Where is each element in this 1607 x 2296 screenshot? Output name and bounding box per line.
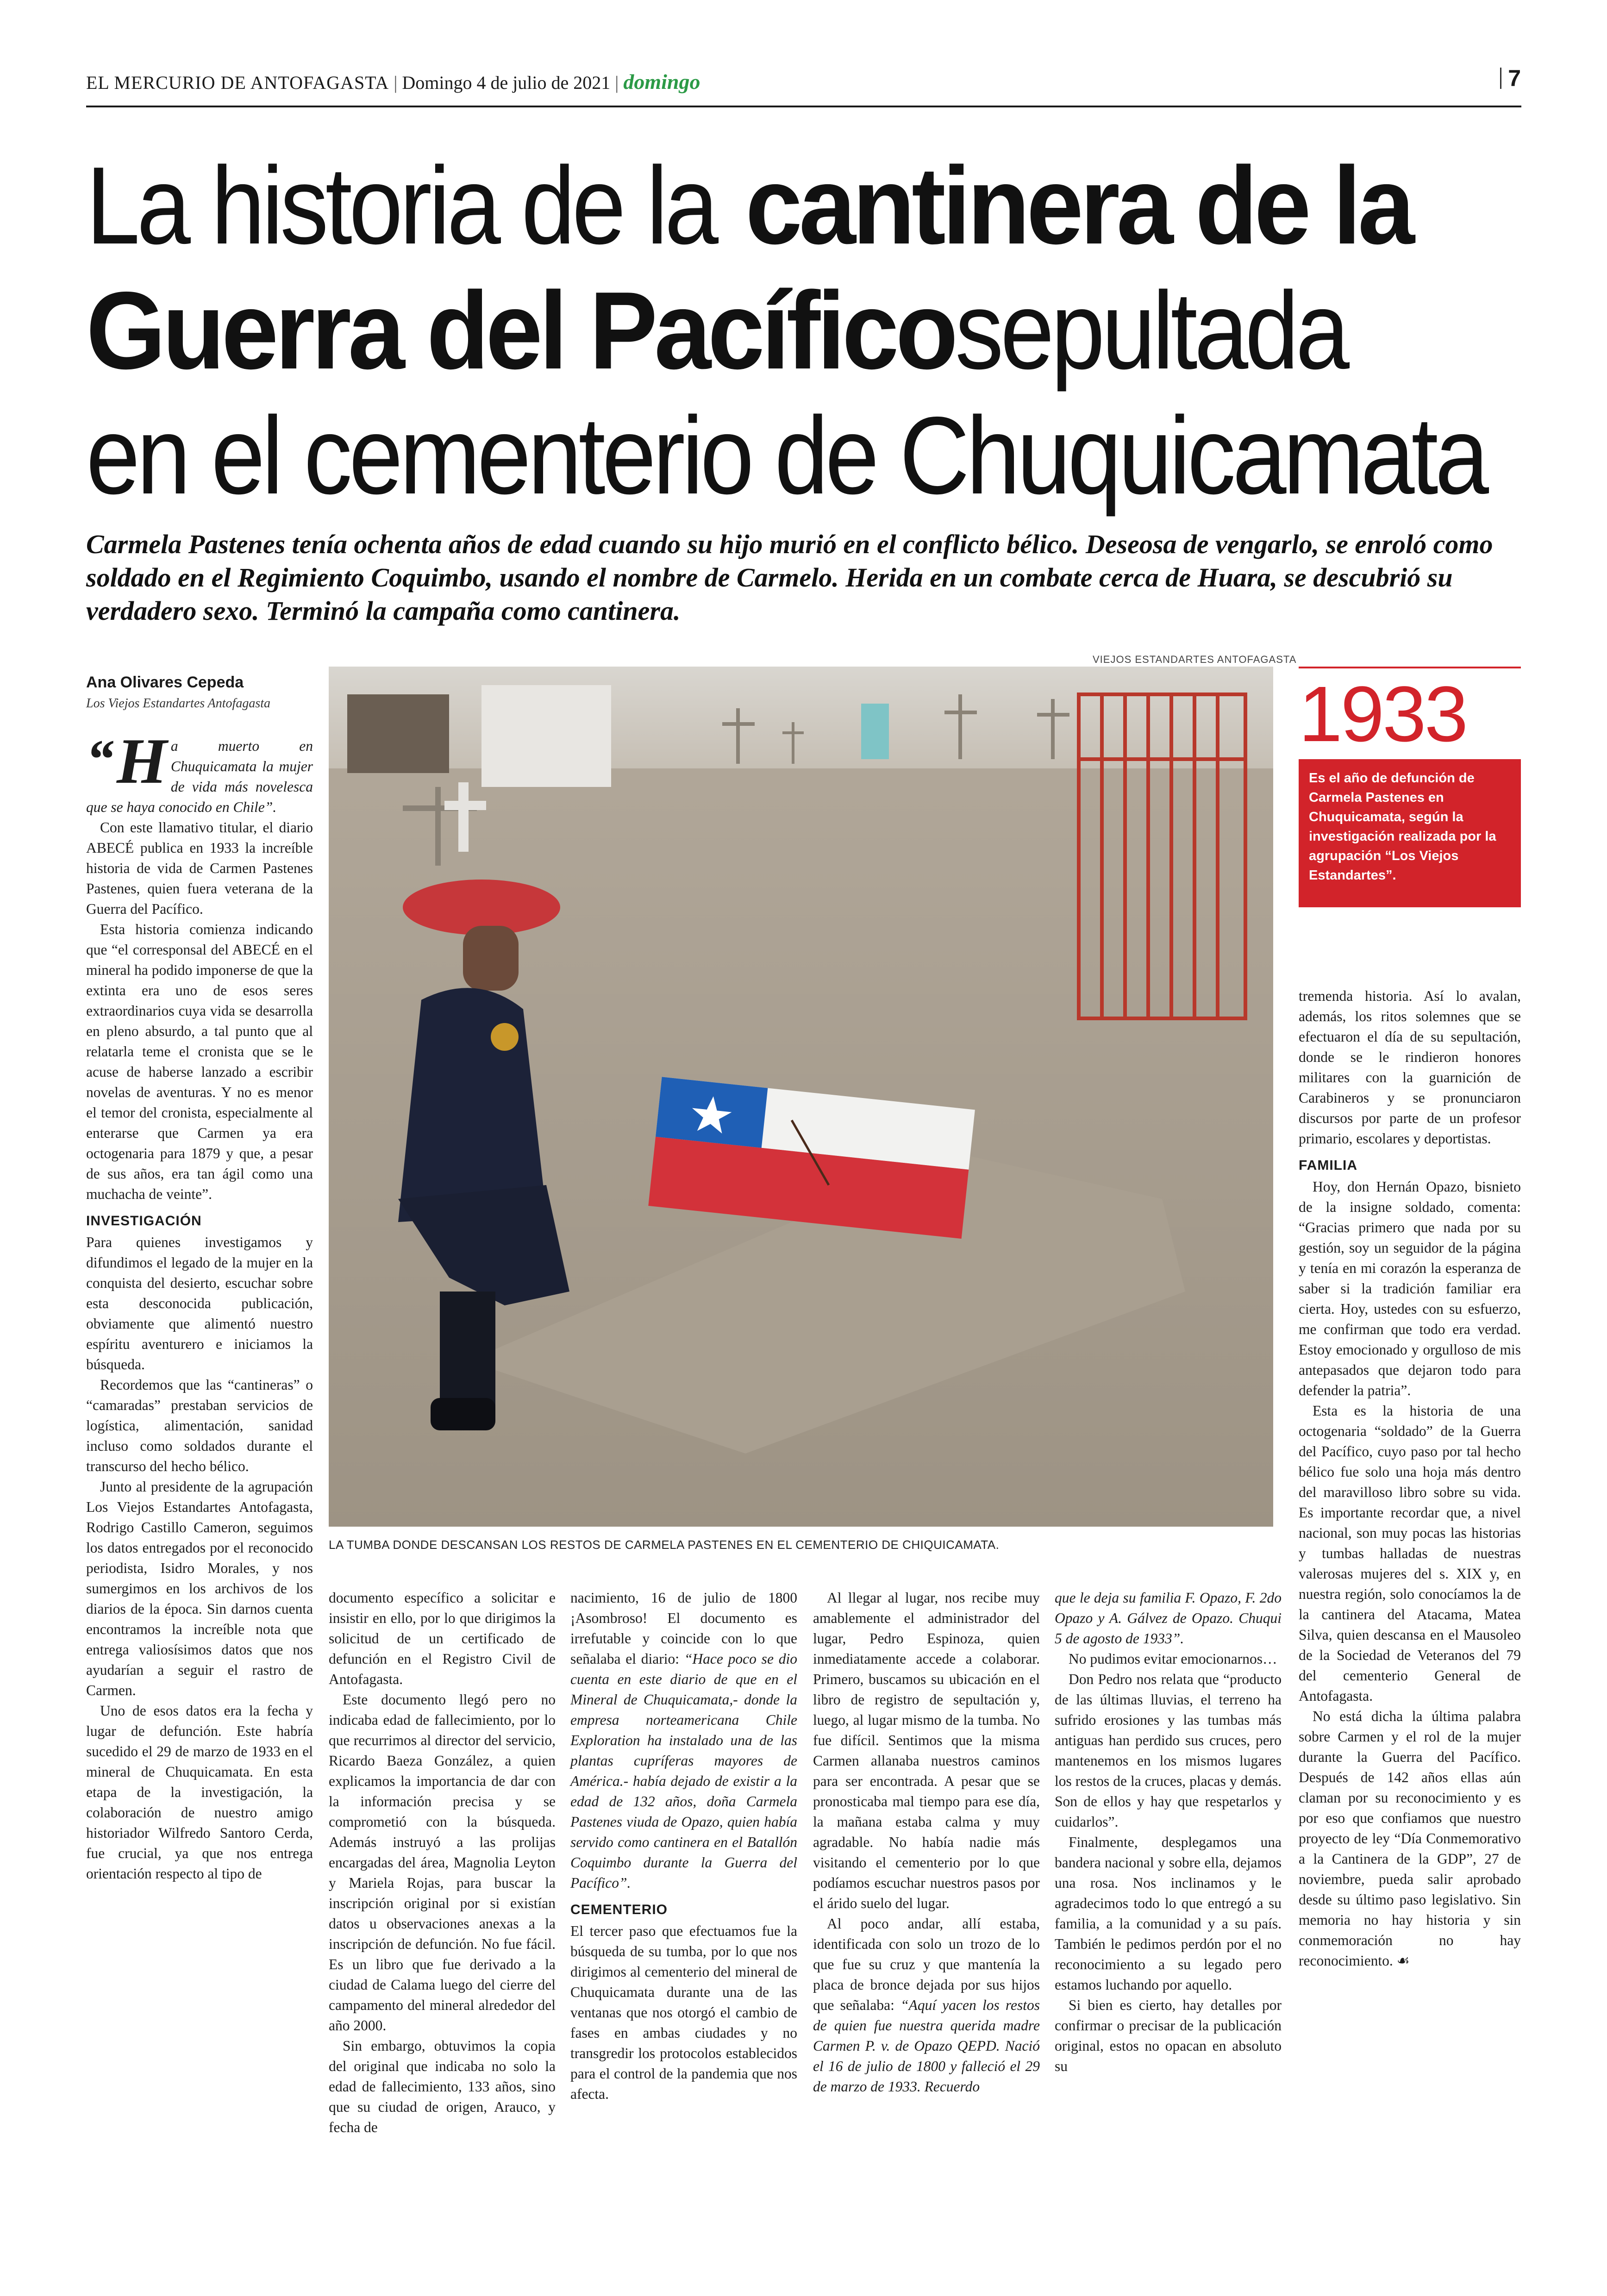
text-run: Al poco andar, allí estaba, identificada con solo un trozo de lo que fue su cruz y que mantenía la placa de bronce dejada por sus hijos que señalaba: <box>813 1915 1040 2013</box>
headline-light-2: sepultada <box>955 269 1347 392</box>
column-4 <box>813 1588 1040 2097</box>
paragraph: Finalmente, desplegamos una bandera nacional y sobre ella, dejamos una rosa. Nos inclinamos y le agradecimos todo lo que entregó a su familia, a la comunidad y a su país. También le pedimos perdón por el no reconocimiento a su legado pero estamos luchando por aquello. <box>1055 1834 1282 1993</box>
headline-light-1: La historia de la <box>86 144 715 267</box>
paragraph: tremenda historia. Así lo avalan, además, los ritos solemnes que se efectuaron el día de su sepultación, donde se le rindieron honores militares con la guarnición de Carabineros y se pronunciaron discursos por parte de un profesor primario, escolares y deportistas. <box>1299 988 1521 1147</box>
fact-box <box>1299 667 1521 907</box>
end-mark-icon: ☙ <box>1396 1953 1410 1969</box>
headline-line-3 <box>86 393 1535 518</box>
paragraph: Uno de esos datos era la fecha y lugar de defunción. Este habría sucedido el 29 de marzo de 1933 en el mineral de Chuquicamata. En esta etapa de la investigación, la colaboración de nuestro amigo historiador Wilfredo Santoro Cerda, fue crucial, ya que nos entrega orientación respecto al tipo de <box>86 1703 313 1882</box>
header-separator: | <box>394 72 398 93</box>
paragraph <box>570 1588 797 1893</box>
paragraph: Don Pedro nos relata que “producto de las últimas lluvias, el terreno ha sufrido erosiones y las tumbas más antiguas han perdido sus cruces, pero mantenemos en los mismos lugares los restos de la cruces, placas y demás. Son de ellos y hay que respetarlos y cuidarlos”. <box>1055 1671 1282 1830</box>
byline <box>86 674 327 711</box>
headline-bold-1: cantinera de la <box>745 144 1412 267</box>
column-3 <box>570 1588 797 2104</box>
column-6 <box>1299 986 1521 1971</box>
paragraph: documento específico a solicitar e insistir en ello, por lo que dirigimos la solicitud de un certificado de defunción en el Registro Civil de Antofagasta. <box>329 1590 556 1687</box>
subheading-familia: FAMILIA <box>1299 1158 1357 1173</box>
paragraph: que le deja su familia F. Opazo, F. 2do Opazo y A. Gálvez de Opazo. Chuqui 5 de agosto de 1933”. <box>1055 1590 1282 1647</box>
column-2 <box>329 1588 556 2138</box>
column-1-top <box>86 725 313 1884</box>
photo-caption: LA TUMBA DONDE DESCANSAN LOS RESTOS DE CARMELA PASTENES EN EL CEMENTERIO DE CHIQUICAMATA. <box>329 1538 1000 1552</box>
paragraph: Esta historia comienza indicando que “el corresponsal del ABECÉ en el mineral ha podido imponerse de que la extinta era uno de esos seres extraordinarios cuya vida se desarrolla en pleno absurdo, a tal punto que al relatarla teme el cronista que se le acuse de haberse lanzado a escribir novelas de aventuras. Y no es menor el temor del cronista, especialmente al enterarse que Carmen ya era octogenaria para 1879 y que, a pesar de sus años, era tan ágil como una muchacha de veinte”. <box>86 921 313 1202</box>
page-number: 7 <box>1500 65 1521 92</box>
author-organization: Los Viejos Estandartes Antofagasta <box>86 696 270 711</box>
paragraph <box>813 1914 1040 2097</box>
headline <box>86 144 1535 518</box>
headline-line-2 <box>86 268 1535 393</box>
lead-paragraph: Carmela Pastenes tenía ochenta años de edad cuando su hijo murió en el conflicto bélico. Deseosa de vengarlo, se enroló como soldado en el Regimiento Coquimbo, usando el nombre de Carmelo. Herida en un combate cerca de Huara, se descubrió su verdadero sexo. Terminó la campaña como cantinera. <box>86 529 1493 626</box>
opening-quote <box>86 725 313 817</box>
headline-line-1 <box>86 144 1535 268</box>
newspaper-name: EL MERCURIO DE ANTOFAGASTA <box>86 72 389 93</box>
text-run: No está dicha la última palabra sobre Carmen y el rol de la mujer durante la Guerra del Pacífico. Después de 142 años ellas aún claman por su reconocimiento y es por eso que confiamos que nuestro proyecto de ley “Día Conmemorativo a la Cantinera de la GDP”, 27 de noviembre, pueda salir aprobado desde su último paso legislativo. Sin memoria no hay historia y sin conmemoración no hay reconocimiento. <box>1299 1708 1521 1969</box>
paragraph: Junto al presidente de la agrupación Los Viejos Estandartes Antofagasta, Rodrigo Castillo Cameron, seguimos los datos entregados por el reconocido periodista, Isidro Morales, y nos sumergimos en los archivos de los diarios de la época. Sin darnos cuenta encontramos la increíble nota que entrega valiosísimos datos que nos ayudarían a seguir el rastro de Carmen. <box>86 1479 313 1698</box>
headline-bold-2: Guerra del Pacífico <box>86 269 955 392</box>
author-name: Ana Olivares Cepeda <box>86 674 244 691</box>
paragraph: Recordemos que las “cantineras” o “camaradas” prestaban servicios de logística, alimentación, sanidad incluso como soldados durante el transcurso del hecho bélico. <box>86 1377 313 1474</box>
fact-rule <box>1299 667 1521 668</box>
paragraph: Al llegar al lugar, nos recibe muy amablemente el administrador del lugar, Pedro Espinoza, quien inmediatamente accede a colaborar. Primero, buscamos su ubicación en el libro de registro de sepultación y, luego, al lugar mismo de la tumba. No fue difícil. Sentimos que la misma Carmen allanaba nuestros caminos para ser encontrada. A pesar que se pronosticaba mal tiempo para ese día, la mañana estaba calma y muy agradable. No había nadie más visitando el cementerio por lo que podíamos escuchar nuestros pasos por el árido suelo del lugar. <box>813 1590 1040 1911</box>
fact-year: 1933 <box>1299 670 1467 758</box>
paragraph: Sin embargo, obtuvimos la copia del original que indicaba no solo la edad de fallecimiento, 133 años, sino que su ciudad de origen, Arauco, y fecha de <box>329 2038 556 2135</box>
header-separator: | <box>615 72 619 93</box>
subheading-investigacion: INVESTIGACIÓN <box>86 1213 202 1229</box>
paragraph: Para quienes investigamos y difundimos el legado de la mujer en la conquista del desierto, escuchar sobre esta desconocida publicación, obviamente que alimentó nuestro espíritu aventurero e iniciamos la búsqueda. <box>86 1234 313 1373</box>
paragraph: Este documento llegó pero no indicaba edad de fallecimiento, por lo que recurrimos al director del servicio, Ricardo Baeza González, a quien explicamos la importancia de dar con la información precisa y se comprometió con la búsqueda. Además instruyó a las prolijas encargadas del área, Magnolia Leyton y Mariela Rojas, para buscar la inscripción original por si existían datos u observaciones anexas a la inscripción de defunción. No fue fácil. Es un libro que fue derivado a la ciudad de Calama luego del cierre del campamento del mineral alrededor del año 2000. <box>329 1691 556 2034</box>
paragraph: Si bien es cierto, hay detalles por confirmar o precisar de la publicación original, estos no opacan en absoluto su <box>1055 1997 1282 2074</box>
quote-text: a muerto en Chuquicamata la mujer de vida más novelesca que se haya conocido en Chile”. <box>86 738 313 815</box>
section-name: domingo <box>623 70 700 94</box>
photo-credit: VIEJOS ESTANDARTES ANTOFAGASTA <box>1093 654 1297 665</box>
italic-quote: “Aquí yacen los restos de quien fue nuestra querida madre Carmen P. v. de Opazo QEPD. Nació el 16 de julio de 1800 y falleció el 29 de marzo de 1933. Recuerdo <box>813 1997 1040 2095</box>
quote-mark: “ <box>86 728 114 790</box>
fact-text: Es el año de defunción de Carmela Pastenes en Chuquicamata, según la investigación realizada por la agrupación “Los Viejos Estandartes”. <box>1299 759 1521 907</box>
paragraph: Con este llamativo titular, el diario ABECÉ publica en 1933 la increíble historia de vida de Carmen Pastenes Pastenes, quien fuera veterana de la Guerra del Pacífico. <box>86 819 313 917</box>
cemetery-photo-illustration <box>329 667 1273 1527</box>
paragraph: No pudimos evitar emocionarnos… <box>1069 1651 1277 1667</box>
italic-quote: “Hace poco se dio cuenta en este diario de que en el Mineral de Chuquicamata,- donde la empresa norteamericana Chile Exploration ha instalado una de las plantas cupríferas mayores de América.- había dejado de existir a la edad de 132 años, doña Carmela Pastenes viuda de Opazo, quien había servido como cantinera en el Batallón Coquimbo durante la Guerra del Pacífico”. <box>570 1651 797 1891</box>
paragraph: El tercer paso que efectuamos fue la búsqueda de su tumba, por lo que nos dirigimos al cementerio del mineral de Chuquicamata durante una de las ventanas que nos otorgó el cambio de fases en ambas ciudades y no transgredir los protocolos establecidos para el control de la pandemia que nos afecta. <box>570 1923 797 2102</box>
column-5 <box>1055 1588 1282 2077</box>
text-run: nacimiento, 16 de julio de 1800 ¡Asombroso! El documento es irrefutable y coincide con lo que señalaba el diario: <box>570 1590 797 1667</box>
running-header <box>86 69 1521 102</box>
header-rule <box>86 106 1521 107</box>
subheading-cementerio: CEMENTERIO <box>570 1902 668 1917</box>
paragraph: Hoy, don Hernán Opazo, bisnieto de la insigne soldado, comenta: “Gracias primero que nada por su gestión, soy un seguidor de la página y tenía en mi corazón la esperanza de saber si la tradición familiar era cierta. Hoy, ustedes con su esfuerzo, me confirman que todo era verdad. Estoy emocionado y orgulloso de mis antepasados que dejaron todo para defender la patria”. <box>1299 1179 1521 1398</box>
drop-cap: H <box>117 725 167 797</box>
headline-light-3: en el cementerio de Chuquicamata <box>86 394 1486 517</box>
paragraph: Esta es la historia de una octogenaria “soldado” de la Guerra del Pacífico, cuyo paso por tal hecho bélico fue solo una hoja más dentro del maravilloso libro sobre su vida. Es importante recordar que, a nivel nacional, son muy pocas las historias y tumbas halladas de nuestras valerosas mujeres del s. XIX y, en nuestra región, solo conocíamos la de la cantinera del Atacama, Matea Silva, quien descansa en el Mausoleo de la Sociedad de Veteranos del 79 del cementerio General de Antofagasta. <box>1299 1403 1521 1704</box>
paragraph <box>1299 1706 1521 1971</box>
main-photo <box>329 667 1273 1527</box>
edition-date: Domingo 4 de julio de 2021 <box>402 72 611 93</box>
